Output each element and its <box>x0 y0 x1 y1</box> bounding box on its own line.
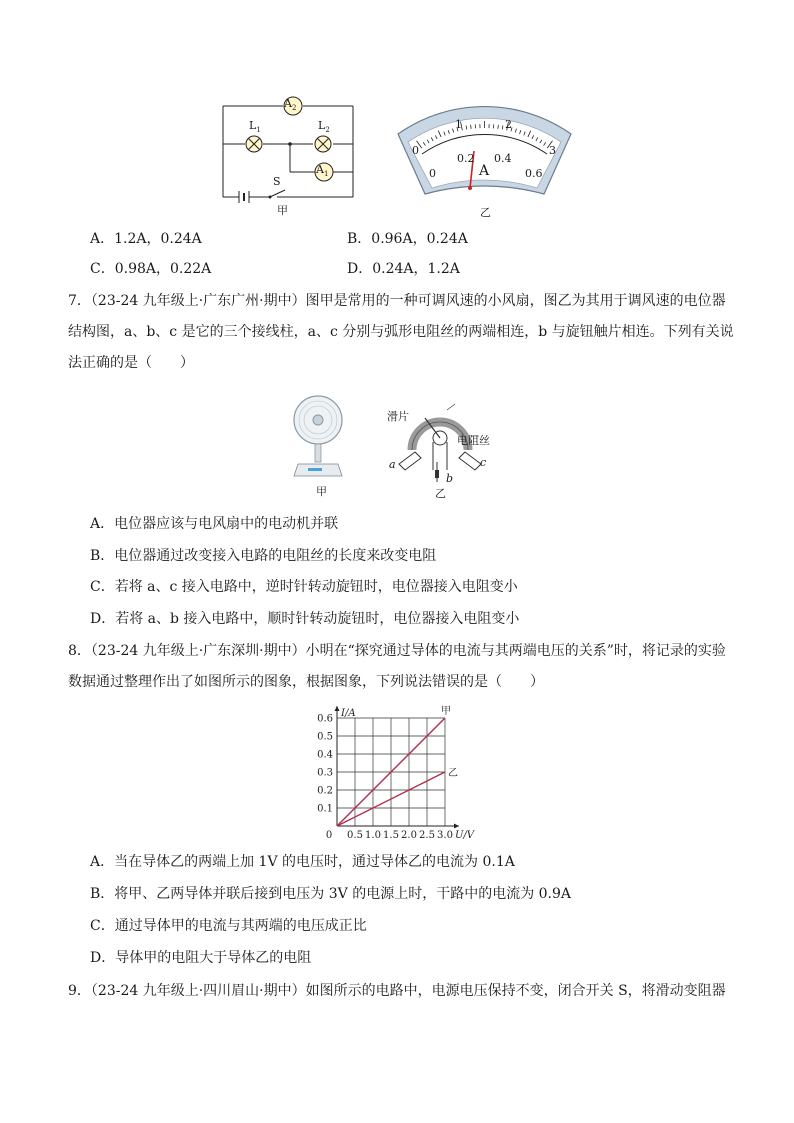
x-tick-label: 3.0 <box>437 830 453 841</box>
q8-option-a[interactable]: A．当在导体乙的两端上加 1V 的电压时，通过导体乙的电流为 0.1A <box>90 854 515 870</box>
series-label-jia: 甲 <box>441 706 451 717</box>
ammeter-unit: A <box>479 163 490 179</box>
y-tick-label: 0.6 <box>317 713 333 725</box>
q7-stem-line2: 结构图，a、b、c 是它的三个接线柱，a、c 分别与弧形电阻丝的两端相连，b 与旋钮触片相连。下列有关说 <box>68 324 734 340</box>
iu-chart <box>305 700 485 845</box>
upper-tick-2: 2 <box>505 118 512 131</box>
resistance-wire-label: 电阻丝 <box>457 434 490 447</box>
ammeter-dial-yi <box>392 96 577 221</box>
q8-option-c[interactable]: C．通过导体甲的电流与其两端的电压成正比 <box>90 918 367 934</box>
q8-option-d[interactable]: D．导体甲的电阻大于导体乙的电阻 <box>90 950 312 966</box>
x-tick-label: 0 <box>325 830 333 841</box>
potentiometer-figure-yi <box>385 400 495 500</box>
q6-option-b[interactable]: B．0.96A，0.24A <box>347 231 468 247</box>
lower-tick-1: 0.2 <box>457 152 475 165</box>
terminal-a-label: a <box>389 458 396 471</box>
q8-option-b[interactable]: B．将甲、乙两导体并联后接到电压为 3V 的电源上时，干路中的电流为 0.9A <box>90 886 572 902</box>
q9-stem-line1: 9．（23-24 九年级上·四川眉山·期中）如图所示的电路中，电源电压保持不变，闭合开关 S，将滑动变阻器 <box>68 983 726 999</box>
lamp-l2-label: $L_2$ <box>318 119 330 135</box>
ammeter-a1-label: $A_1$ <box>316 163 329 179</box>
x-axis-label: U/V <box>455 830 475 841</box>
lamp-l1-label: $L_1$ <box>249 119 261 135</box>
potentiometer-caption: 乙 <box>435 487 446 500</box>
fan-caption: 甲 <box>316 485 327 498</box>
series-label-yi: 乙 <box>448 768 458 779</box>
y-axis-label: I/A <box>341 708 356 719</box>
x-tick-label: 1.5 <box>383 830 399 841</box>
q7-option-c[interactable]: C．若将 a、c 接入电路中，逆时针转动旋钮时，电位器接入电阻变小 <box>90 579 518 595</box>
fan-figure-jia <box>290 392 350 500</box>
q8-stem-line1: 8．（23-24 九年级上·广东深圳·期中）小明在“探究通过导体的电流与其两端电压的关系”时，将记录的实验 <box>68 643 726 659</box>
y-axis-arrow <box>335 706 340 711</box>
terminal-c-label: c <box>480 456 487 469</box>
x-tick-label: 2.0 <box>401 830 417 841</box>
lower-tick-0: 0 <box>429 167 436 180</box>
lower-tick-2: 0.4 <box>494 152 512 165</box>
slider-label: 滑片 <box>387 410 409 423</box>
terminal-b-label: b <box>446 472 454 485</box>
q7-option-d[interactable]: D．若将 a、b 接入电路中，顺时针转动旋钮时，电位器接入电阻变小 <box>90 611 520 627</box>
lower-tick-3: 0.6 <box>525 167 543 180</box>
y-tick-label: 0.4 <box>317 749 333 761</box>
switch-label: S <box>273 175 281 188</box>
y-tick-label: 0.1 <box>317 803 333 815</box>
q6-option-d[interactable]: D．0.24A，1.2A <box>347 261 460 277</box>
q7-option-b[interactable]: B．电位器通过改变接入电路的电阻丝的长度来改变电阻 <box>90 548 437 564</box>
upper-tick-1: 1 <box>455 118 462 131</box>
y-tick-label: 0.2 <box>317 785 333 797</box>
ammeter-a2-label: $A_2$ <box>284 97 297 113</box>
q6-option-c[interactable]: C．0.98A，0.22A <box>90 261 212 277</box>
circuit-diagram-jia <box>215 92 360 217</box>
y-tick-label: 0.5 <box>317 731 333 743</box>
x-axis-arrow <box>454 824 459 829</box>
figure-caption-yi: 乙 <box>480 206 491 219</box>
x-tick-label: 2.5 <box>419 830 435 841</box>
y-tick-label: 0.3 <box>317 767 333 779</box>
x-tick-label: 0.5 <box>347 830 363 841</box>
x-tick-label: 1.0 <box>365 830 381 841</box>
q7-option-a[interactable]: A．电位器应该与电风扇中的电动机并联 <box>90 516 339 532</box>
upper-tick-0: 0 <box>412 144 419 157</box>
upper-tick-3: 3 <box>549 144 556 157</box>
q8-stem-line2: 数据通过整理作出了如图所示的图象，根据图象，下列说法错误的是（ ） <box>68 674 544 690</box>
q6-option-a[interactable]: A．1.2A，0.24A <box>90 231 202 247</box>
figure-caption-jia: 甲 <box>277 204 288 217</box>
q7-stem-line3: 法正确的是（ ） <box>68 355 194 371</box>
q7-stem-line1: 7．（23-24 九年级上·广东广州·期中）图甲是常用的一种可调风速的小风扇，图乙为其用于调风速的电位器 <box>68 293 726 309</box>
